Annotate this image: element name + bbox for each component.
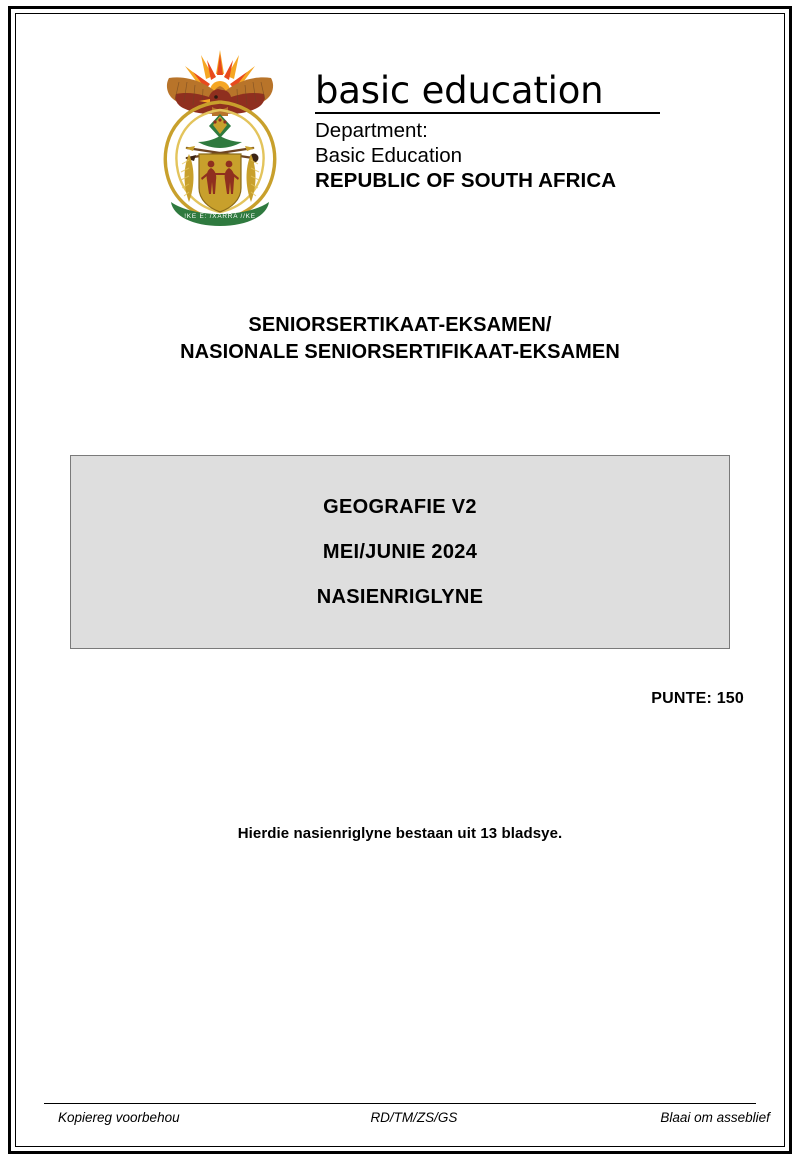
exam-heading-line-2: NASIONALE SENIORSERTIFIKAAT-EKSAMEN	[180, 341, 620, 363]
country-name: REPUBLIC OF SOUTH AFRICA	[315, 168, 617, 192]
south-african-coat-of-arms-icon	[149, 44, 291, 234]
exam-detail-box	[70, 455, 730, 649]
footer-turn-over: Blaai om asseblief	[660, 1109, 770, 1125]
exam-heading-line-1: SENIORSERTIKAAT-EKSAMEN/	[248, 314, 552, 336]
exam-heading	[54, 312, 746, 366]
page-content	[16, 14, 784, 1146]
footer-code: RD/TM/ZS/GS	[370, 1109, 458, 1125]
exam-marks: PUNTE: 150	[651, 690, 744, 707]
page-inner-border	[15, 13, 785, 1147]
masthead	[54, 14, 746, 234]
footer-copyright: Kopiereg voorbehou	[58, 1109, 180, 1125]
exam-document-type: NASIENRIGLYNE	[316, 586, 484, 608]
brand-divider	[315, 112, 660, 114]
coat-of-arms-motto: !KE E: /XARRA //KE	[184, 213, 256, 220]
brand-subtext	[315, 118, 660, 193]
exam-subject: GEOGRAFIE V2	[323, 496, 477, 518]
brand-title: basic education	[315, 69, 604, 112]
page-count-note: Hierdie nasienriglyne bestaan uit 13 bladsye.	[237, 825, 563, 842]
exam-session: MEI/JUNIE 2024	[322, 541, 478, 563]
document-page	[8, 6, 792, 1154]
brand-lockup	[315, 44, 660, 193]
department-name: Basic Education	[315, 143, 463, 167]
department-label: Department:	[315, 118, 428, 142]
page-footer	[44, 1103, 770, 1130]
footer-row	[44, 1109, 770, 1130]
footer-divider	[44, 1103, 756, 1104]
